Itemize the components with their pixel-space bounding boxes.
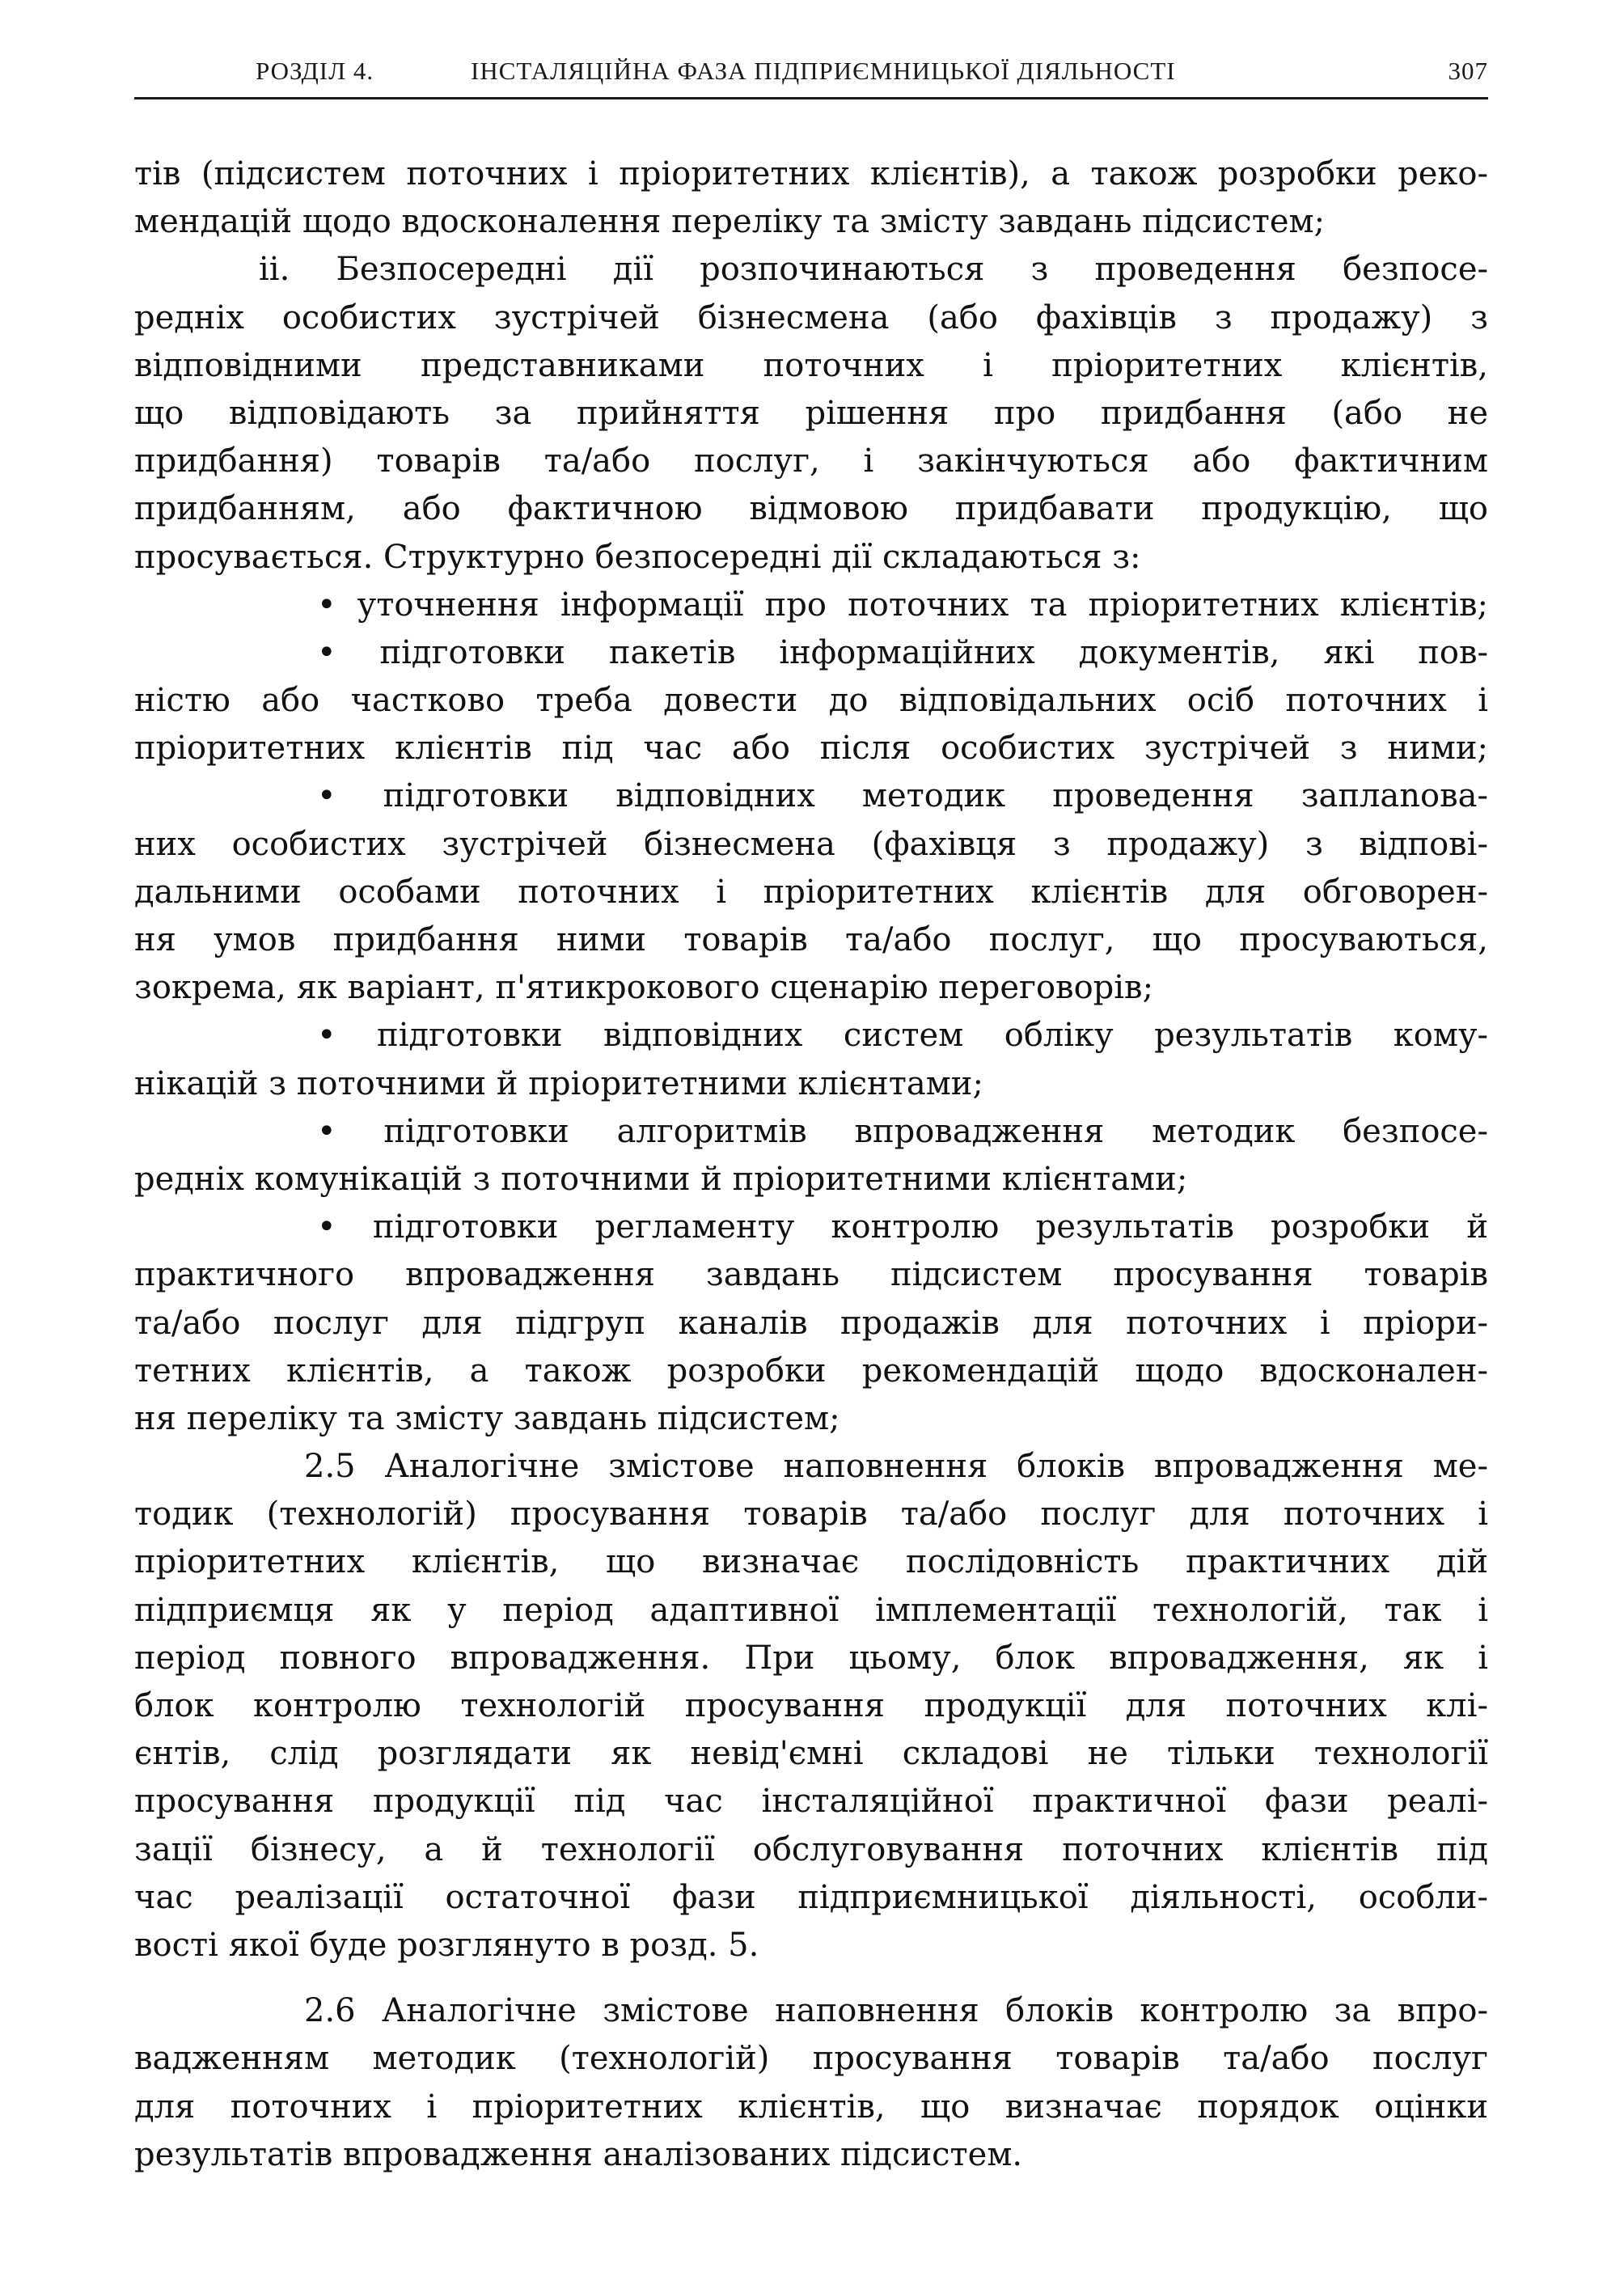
text-line: ністю або частково треба довести до відповідальних осіб поточних і — [134, 682, 1488, 720]
text-line: пріоритетних клієнтів, що визначає послідовність практичних дій — [134, 1543, 1488, 1581]
bullet-line: • підготовки відповідних методик проведення заплanова- — [317, 777, 1488, 815]
text-line: пріоритетних клієнтів під час або після особистих зустрічей з ними; — [134, 730, 1488, 768]
running-header — [134, 53, 1488, 99]
text-line: просувається. Структурно безпосередні дії складаються з: — [134, 538, 1141, 576]
text-line: придбанням, або фактичною відмовою придбавати продукцію, що — [134, 490, 1488, 528]
paragraph-start-line: 2.6 Аналогічне змістове наповнення блоків контролю за впро- — [304, 1992, 1488, 2030]
text-line: блок контролю технологій просування продукції для поточних клі- — [134, 1687, 1488, 1724]
text-line: редніх комунікацій з поточними й пріоритетними клієнтами; — [134, 1160, 1188, 1198]
text-line: що відповідають за прийняття рішення про придбання (або не — [134, 394, 1488, 432]
bullet-line: • підготовки регламенту контролю результатів розробки й — [317, 1208, 1488, 1246]
text-line: та/або послуг для підгруп каналів продажів для поточних і пріори- — [134, 1304, 1488, 1342]
text-line: просування продукції під час інсталяційної практичної фази реалі- — [134, 1783, 1488, 1821]
text-line: єнтів, слід розглядати як невід'ємні складові не тільки технології — [134, 1735, 1488, 1773]
text-line: ня умов придбання ними товарів та/або послуг, що просуваються, — [134, 921, 1488, 958]
header-section: РОЗДІЛ 4. — [256, 57, 374, 85]
text-line: нікацій з поточними й пріоритетними клієнтами; — [134, 1064, 983, 1102]
text-line: дальними особами поточних і пріоритетних клієнтів для обговорен- — [134, 873, 1488, 911]
text-line: зокрема, як варіант, п'ятикрокового сценарію переговорів; — [134, 969, 1154, 1007]
text-line: зації бізнесу, а й технології обслуговування поточних клієнтів під — [134, 1830, 1488, 1868]
text-line: мендацій щодо вдосконалення переліку та змісту завдань підсистем; — [134, 203, 1326, 241]
text-line: ня переліку та змісту завдань підсистем; — [134, 1399, 840, 1437]
body-text — [134, 150, 1488, 2179]
text-line: період повного впровадження. При цьому, блок впровадження, як і — [134, 1639, 1488, 1677]
bullet-line: • підготовки алгоритмів впровадження методик безпосе- — [317, 1112, 1488, 1150]
text-line: редніх особистих зустрічей бізнесмена (або фахівців з продажу) з — [134, 298, 1488, 336]
text-line: відповідними представниками поточних і пріоритетних клієнтів, — [134, 346, 1488, 384]
bullet-line: • підготовки пакетів інформаційних документів, які пов- — [317, 633, 1488, 671]
paragraph-gap — [134, 1969, 1488, 1987]
text-line: ii. Безпосередні дії розпочинаються з проведення безпосе- — [259, 251, 1488, 289]
text-line: практичного впровадження завдань підсистем просування товарів — [134, 1256, 1488, 1294]
text-line: тетних клієнтів, а також розробки рекомендацій щодо вдосконален- — [134, 1352, 1488, 1390]
text-line: час реалізації остаточної фази підприємницької діяльності, особли- — [134, 1878, 1488, 1916]
text-line: тодик (технологій) просування товарів та/або послуг для поточних і — [134, 1496, 1488, 1534]
page-number: 307 — [1448, 57, 1488, 85]
header-title: ІНСТАЛЯЦІЙНА ФАЗА ПІДПРИЄМНИЦЬКОЇ ДІЯЛЬНОСТІ — [471, 57, 1176, 85]
text-line: тів (підсистем поточних і пріоритетних клієнтів), а також розробки реко- — [134, 155, 1488, 192]
text-line: результатів впровадження аналізованих підсистем. — [134, 2135, 1023, 2173]
bullet-line: • підготовки відповідних систем обліку результатів кому- — [317, 1017, 1488, 1055]
paragraph-start-line: 2.5 Аналогічне змістове наповнення блоків впровадження ме- — [304, 1448, 1488, 1486]
text-line: вості якої буде розглянуто в розд. 5. — [134, 1926, 759, 1964]
text-line: вадженням методик (технологій) просування товарів та/або послуг — [134, 2040, 1488, 2078]
text-line: для поточних і пріоритетних клієнтів, що визначає порядок оцінки — [134, 2088, 1488, 2126]
text-line: придбання) товарів та/або послуг, і закінчуються або фактичним — [134, 442, 1488, 480]
text-line: підприємця як у період адаптивної імплементації технологій, так і — [134, 1591, 1488, 1629]
text-line: них особистих зустрічей бізнесмена (фахівця з продажу) з відпові- — [134, 825, 1488, 863]
bullet-line: • уточнення інформації про поточних та пріоритетних клієнтів; — [317, 586, 1488, 624]
